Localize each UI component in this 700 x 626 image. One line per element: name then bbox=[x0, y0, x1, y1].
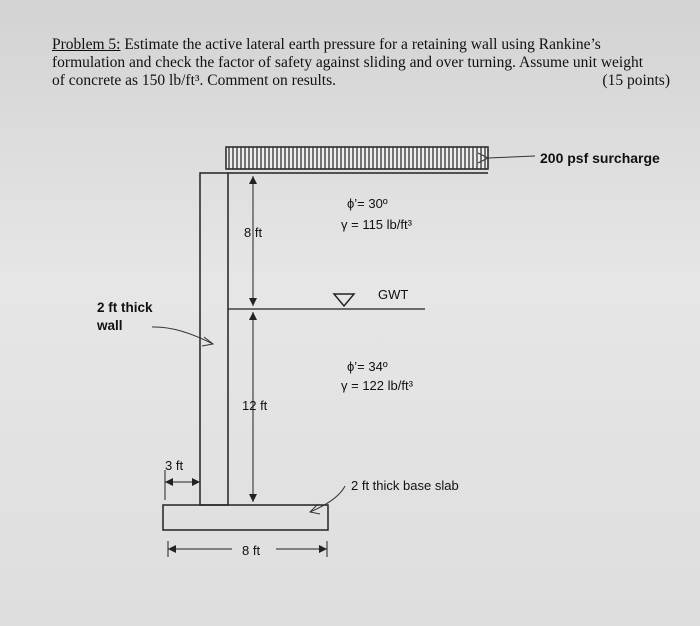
upper-height-label: 8 ft bbox=[244, 225, 263, 240]
base-slab-label: 2 ft thick base slab bbox=[351, 478, 459, 493]
gwt-label: GWT bbox=[378, 287, 409, 302]
problem-line-3: of concrete as 150 lb/ft³. Comment on results. bbox=[52, 72, 337, 89]
gwt-triangle-icon bbox=[334, 294, 354, 306]
heel-label: 8 ft bbox=[242, 543, 261, 558]
problem-line-1: Estimate the active lateral earth pressure for a retaining wall using Rankine’s bbox=[124, 36, 601, 53]
problem-line-2: formulation and check the factor of safety against sliding and over turning. Assume unit weight bbox=[52, 54, 644, 71]
toe-label: 3 ft bbox=[165, 458, 184, 473]
surcharge-strip bbox=[226, 147, 488, 169]
wall-label-line-2: wall bbox=[97, 318, 123, 333]
upper-phi-label: ϕ’= 30º bbox=[347, 196, 388, 211]
surcharge-label: 200 psf surcharge bbox=[540, 150, 660, 166]
problem-label: Problem 5: bbox=[52, 36, 121, 53]
upper-gamma-label: γ = 115 lb/ft³ bbox=[341, 217, 412, 232]
lower-height-label: 12 ft bbox=[242, 398, 268, 413]
lower-gamma-label: γ = 122 lb/ft³ bbox=[341, 378, 413, 393]
wall-label-line-1: 2 ft thick bbox=[97, 300, 153, 315]
wall-label-arrow bbox=[152, 327, 213, 344]
lower-phi-label: ϕ’= 34º bbox=[347, 359, 388, 374]
base-slab bbox=[163, 505, 328, 530]
wall-stem bbox=[200, 173, 228, 505]
surcharge-leader bbox=[488, 156, 535, 158]
problem-points: (15 points) bbox=[602, 72, 670, 89]
